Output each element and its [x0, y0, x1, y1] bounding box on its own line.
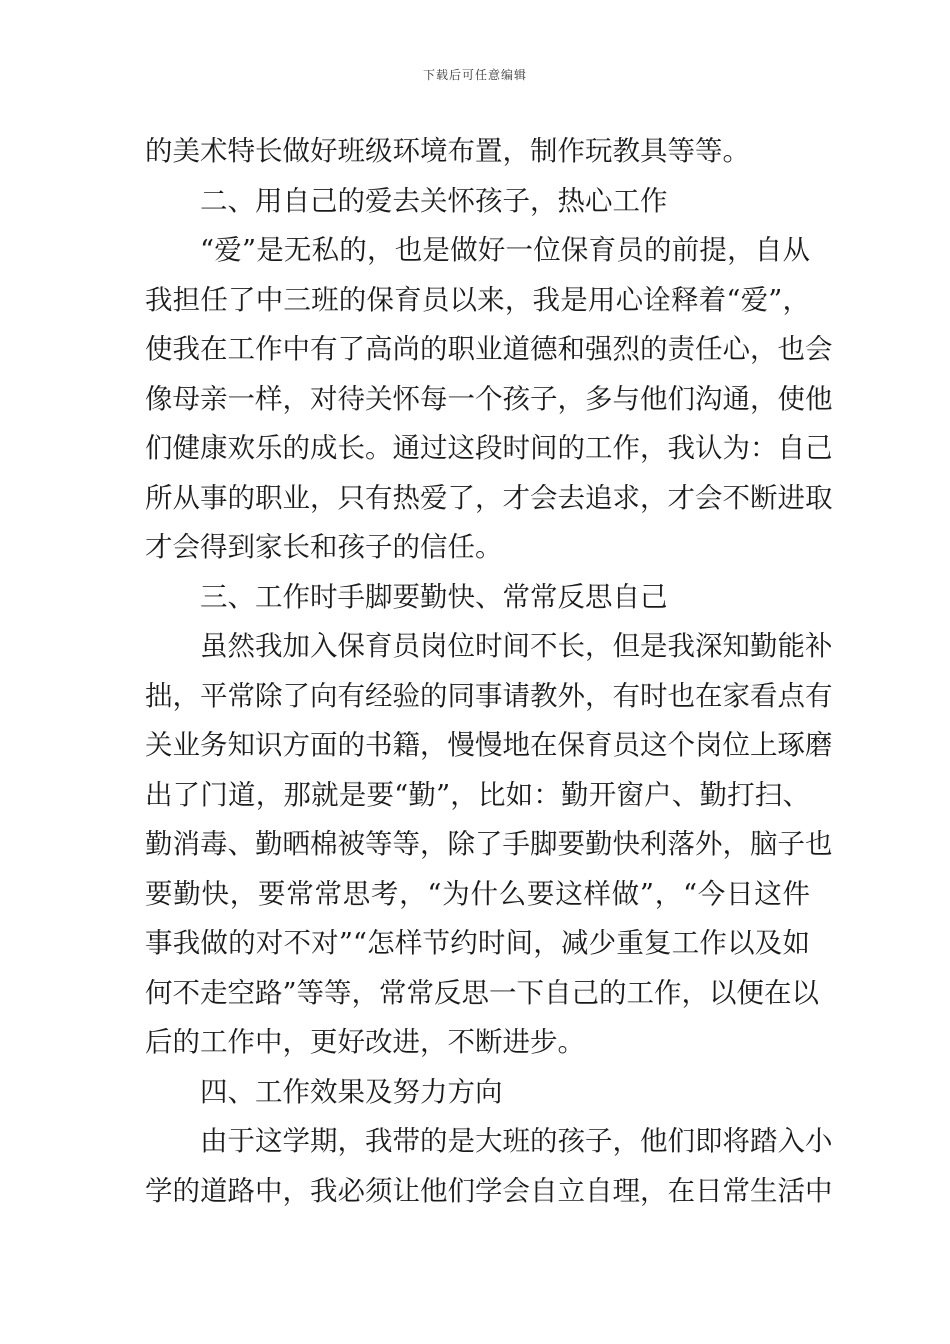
- paragraph-line: 勤消毒、勤晒棉被等等，除了手脚要勤快利落外，脑子也: [145, 828, 833, 860]
- paragraph-line: 关业务知识方面的书籍，慢慢地在保育员这个岗位上琢磨: [145, 729, 833, 761]
- paragraph-line: “爱”是无私的，也是做好一位保育员的前提，自从: [200, 234, 810, 266]
- paragraph-line: 要勤快，要常常思考，“为什么要这样做”，“今日这件: [145, 877, 810, 910]
- section-heading-2: 二、用自己的爱去关怀孩子，热心工作: [200, 184, 668, 217]
- section-heading-4: 四、工作效果及努力方向: [200, 1075, 503, 1108]
- paragraph-line: 由于这学期，我带的是大班的孩子，他们即将踏入小: [200, 1125, 833, 1157]
- paragraph-line: 我担任了中三班的保育员以来，我是用心诠释着“爱”，: [145, 283, 810, 316]
- paragraph-line: 出了门道，那就是要“勤”，比如：勤开窗户、勤打扫、: [145, 778, 810, 811]
- paragraph-line: 后的工作中，更好改进，不断进步。: [145, 1026, 585, 1058]
- paragraph-line: 们健康欢乐的成长。通过这段时间的工作，我认为：自己: [145, 432, 833, 464]
- paragraph-line: 何不走空路”等等，常常反思一下自己的工作，以便在以: [145, 976, 820, 1009]
- paragraph-line: 事我做的对不对”“怎样节约时间，减少重复工作以及如: [145, 927, 810, 959]
- paragraph-line: 的美术特长做好班级环境布置，制作玩教具等等。: [145, 135, 750, 167]
- section-heading-3: 三、工作时手脚要勤快、常常反思自己: [200, 580, 668, 613]
- paragraph-line: 虽然我加入保育员岗位时间不长，但是我深知勤能补: [200, 630, 833, 662]
- document-body: [145, 127, 833, 1216]
- page-header-note: 下载后可任意编辑: [422, 68, 527, 82]
- paragraph-line: 所从事的职业，只有热爱了，才会去追求，才会不断进取: [145, 481, 833, 514]
- paragraph-line: 学的道路中，我必须让他们学会自立自理，在日常生活中: [145, 1174, 833, 1207]
- paragraph-line: 才会得到家长和孩子的信任。: [145, 531, 503, 563]
- paragraph-line: 使我在工作中有了高尚的职业道德和强烈的责任心，也会: [145, 333, 833, 365]
- paragraph-line: 像母亲一样，对待关怀每一个孩子，多与他们沟通，使他: [145, 382, 833, 415]
- paragraph-line: 拙，平常除了向有经验的同事请教外，有时也在家看点有: [145, 679, 833, 712]
